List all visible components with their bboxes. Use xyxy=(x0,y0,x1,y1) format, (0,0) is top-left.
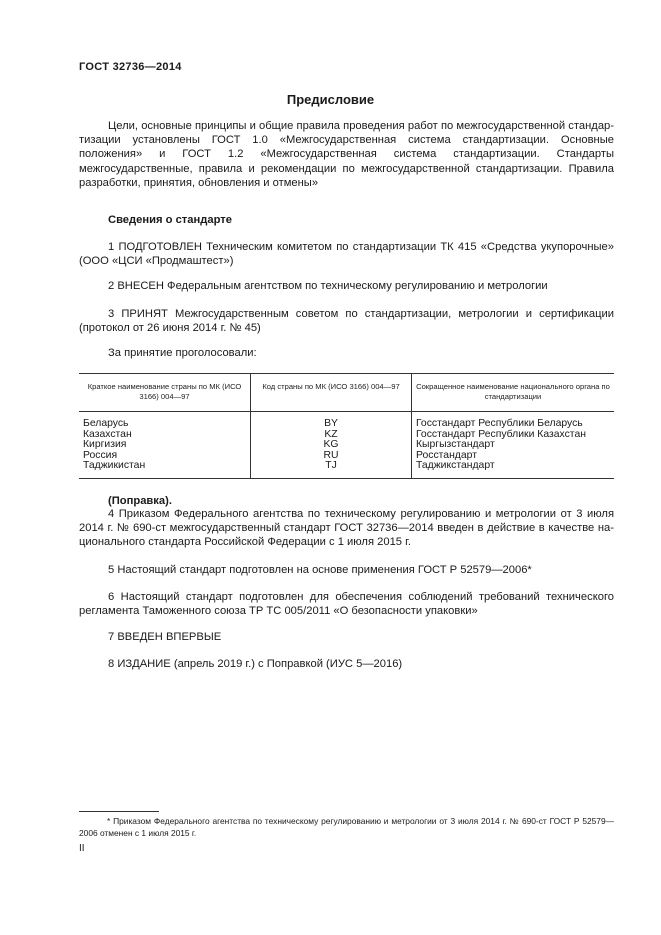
standards-body: Госстандарт Республики Беларусь xyxy=(416,418,583,429)
page-title: Предисловие xyxy=(286,92,375,107)
standards-body: Госстандарт Республики Казахстан xyxy=(416,428,586,440)
country-name: Таджикистан xyxy=(83,460,146,472)
country-name: Казахстан xyxy=(83,428,132,440)
country-code: TJ xyxy=(325,460,337,472)
item-5: 5 Настоящий стандарт подготовлен на основе применения ГОСТ Р 52579—2006* xyxy=(108,564,532,576)
country-code: KZ xyxy=(324,428,338,440)
footnote-divider xyxy=(79,811,159,812)
col-header-body: Сокращенное наименование национального органа по стандартизации xyxy=(412,374,615,412)
item-4: 4 Приказом Федерального агентства по техническому регулированию и метрологии от 3 июля 2014 г. № 690-ст межгосударственный стандарт ГОСТ 32736—2014 введен в действие в качестве на-ционального стандарта Российской Федерации с 1 июля 2015 г. xyxy=(79,508,614,549)
item-2: 2 ВНЕСЕН Федеральным агентством по техническому регулированию и метрологии xyxy=(108,280,548,292)
table-header-row xyxy=(79,374,614,412)
item-8: 8 ИЗДАНИЕ (апрель 2019 г.) с Поправкой (ИУС 5—2016) xyxy=(108,658,403,670)
country-name: Россия xyxy=(83,449,118,461)
standards-body: Росстандарт xyxy=(416,449,477,461)
table-row xyxy=(79,412,614,479)
page-number: II xyxy=(79,843,85,854)
document-header: ГОСТ 32736—2014 xyxy=(79,61,182,73)
standards-body: Таджикстандарт xyxy=(416,460,495,472)
country-code: BY xyxy=(324,418,338,429)
intro-paragraph: Цели, основные принципы и общие правила проведения работ по межгосударственной стандар-тизации установлены ГОСТ 1.0 «Межгосударственная система стандартизации. Основные положения» и ГОСТ 1.2 «Межгосударственная система стандартизации. Стандарты межгосударственные, правила и рекомендации по межгосударственной стандартизации. Правила разработки, принятия, обновления и отмены» xyxy=(79,120,614,189)
code-cell xyxy=(251,412,412,479)
item-7: 7 ВВЕДЕН ВПЕРВЫЕ xyxy=(108,631,222,643)
col-header-code: Код страны по МК (ИСО 3166) 004—97 xyxy=(251,374,412,412)
country-code: RU xyxy=(323,449,339,461)
col-header-country: Краткое наименование страны по МК (ИСО 3166) 004—97 xyxy=(79,374,251,412)
voted-label: За принятие проголосовали: xyxy=(108,347,257,359)
item-1: 1 ПОДГОТОВЛЕН Техническим комитетом по стандартизации ТК 415 «Средства укупорочные» (ООО «ЦСИ «Продмаштест») xyxy=(79,241,614,268)
item-6: 6 Настоящий стандарт подготовлен для обеспечения соблюдений требований технического регламента Таможенного союза ТР ТС 005/2011 «О безопасности упаковки» xyxy=(79,591,614,618)
amendment-label: (Поправка). xyxy=(108,495,172,507)
section-heading: Сведения о стандарте xyxy=(108,214,232,226)
country-code: KG xyxy=(323,439,339,451)
country-name: Беларусь xyxy=(83,418,129,429)
voting-table xyxy=(79,373,614,479)
country-name: Киргизия xyxy=(83,439,127,451)
body-cell xyxy=(412,412,615,479)
footnote: * Приказом Федерального агентства по техническому регулированию и метрологии от 3 июля 2014 г. № 690-ст ГОСТ Р 52579—2006 отменен с 1 июля 2015 г. xyxy=(79,816,614,838)
item-3: 3 ПРИНЯТ Межгосударственным советом по стандартизации, метрологии и сертификации (протокол от 26 июня 2014 г. № 45) xyxy=(79,308,614,335)
standards-body: Кыргызстандарт xyxy=(416,439,495,451)
country-cell xyxy=(79,412,251,479)
